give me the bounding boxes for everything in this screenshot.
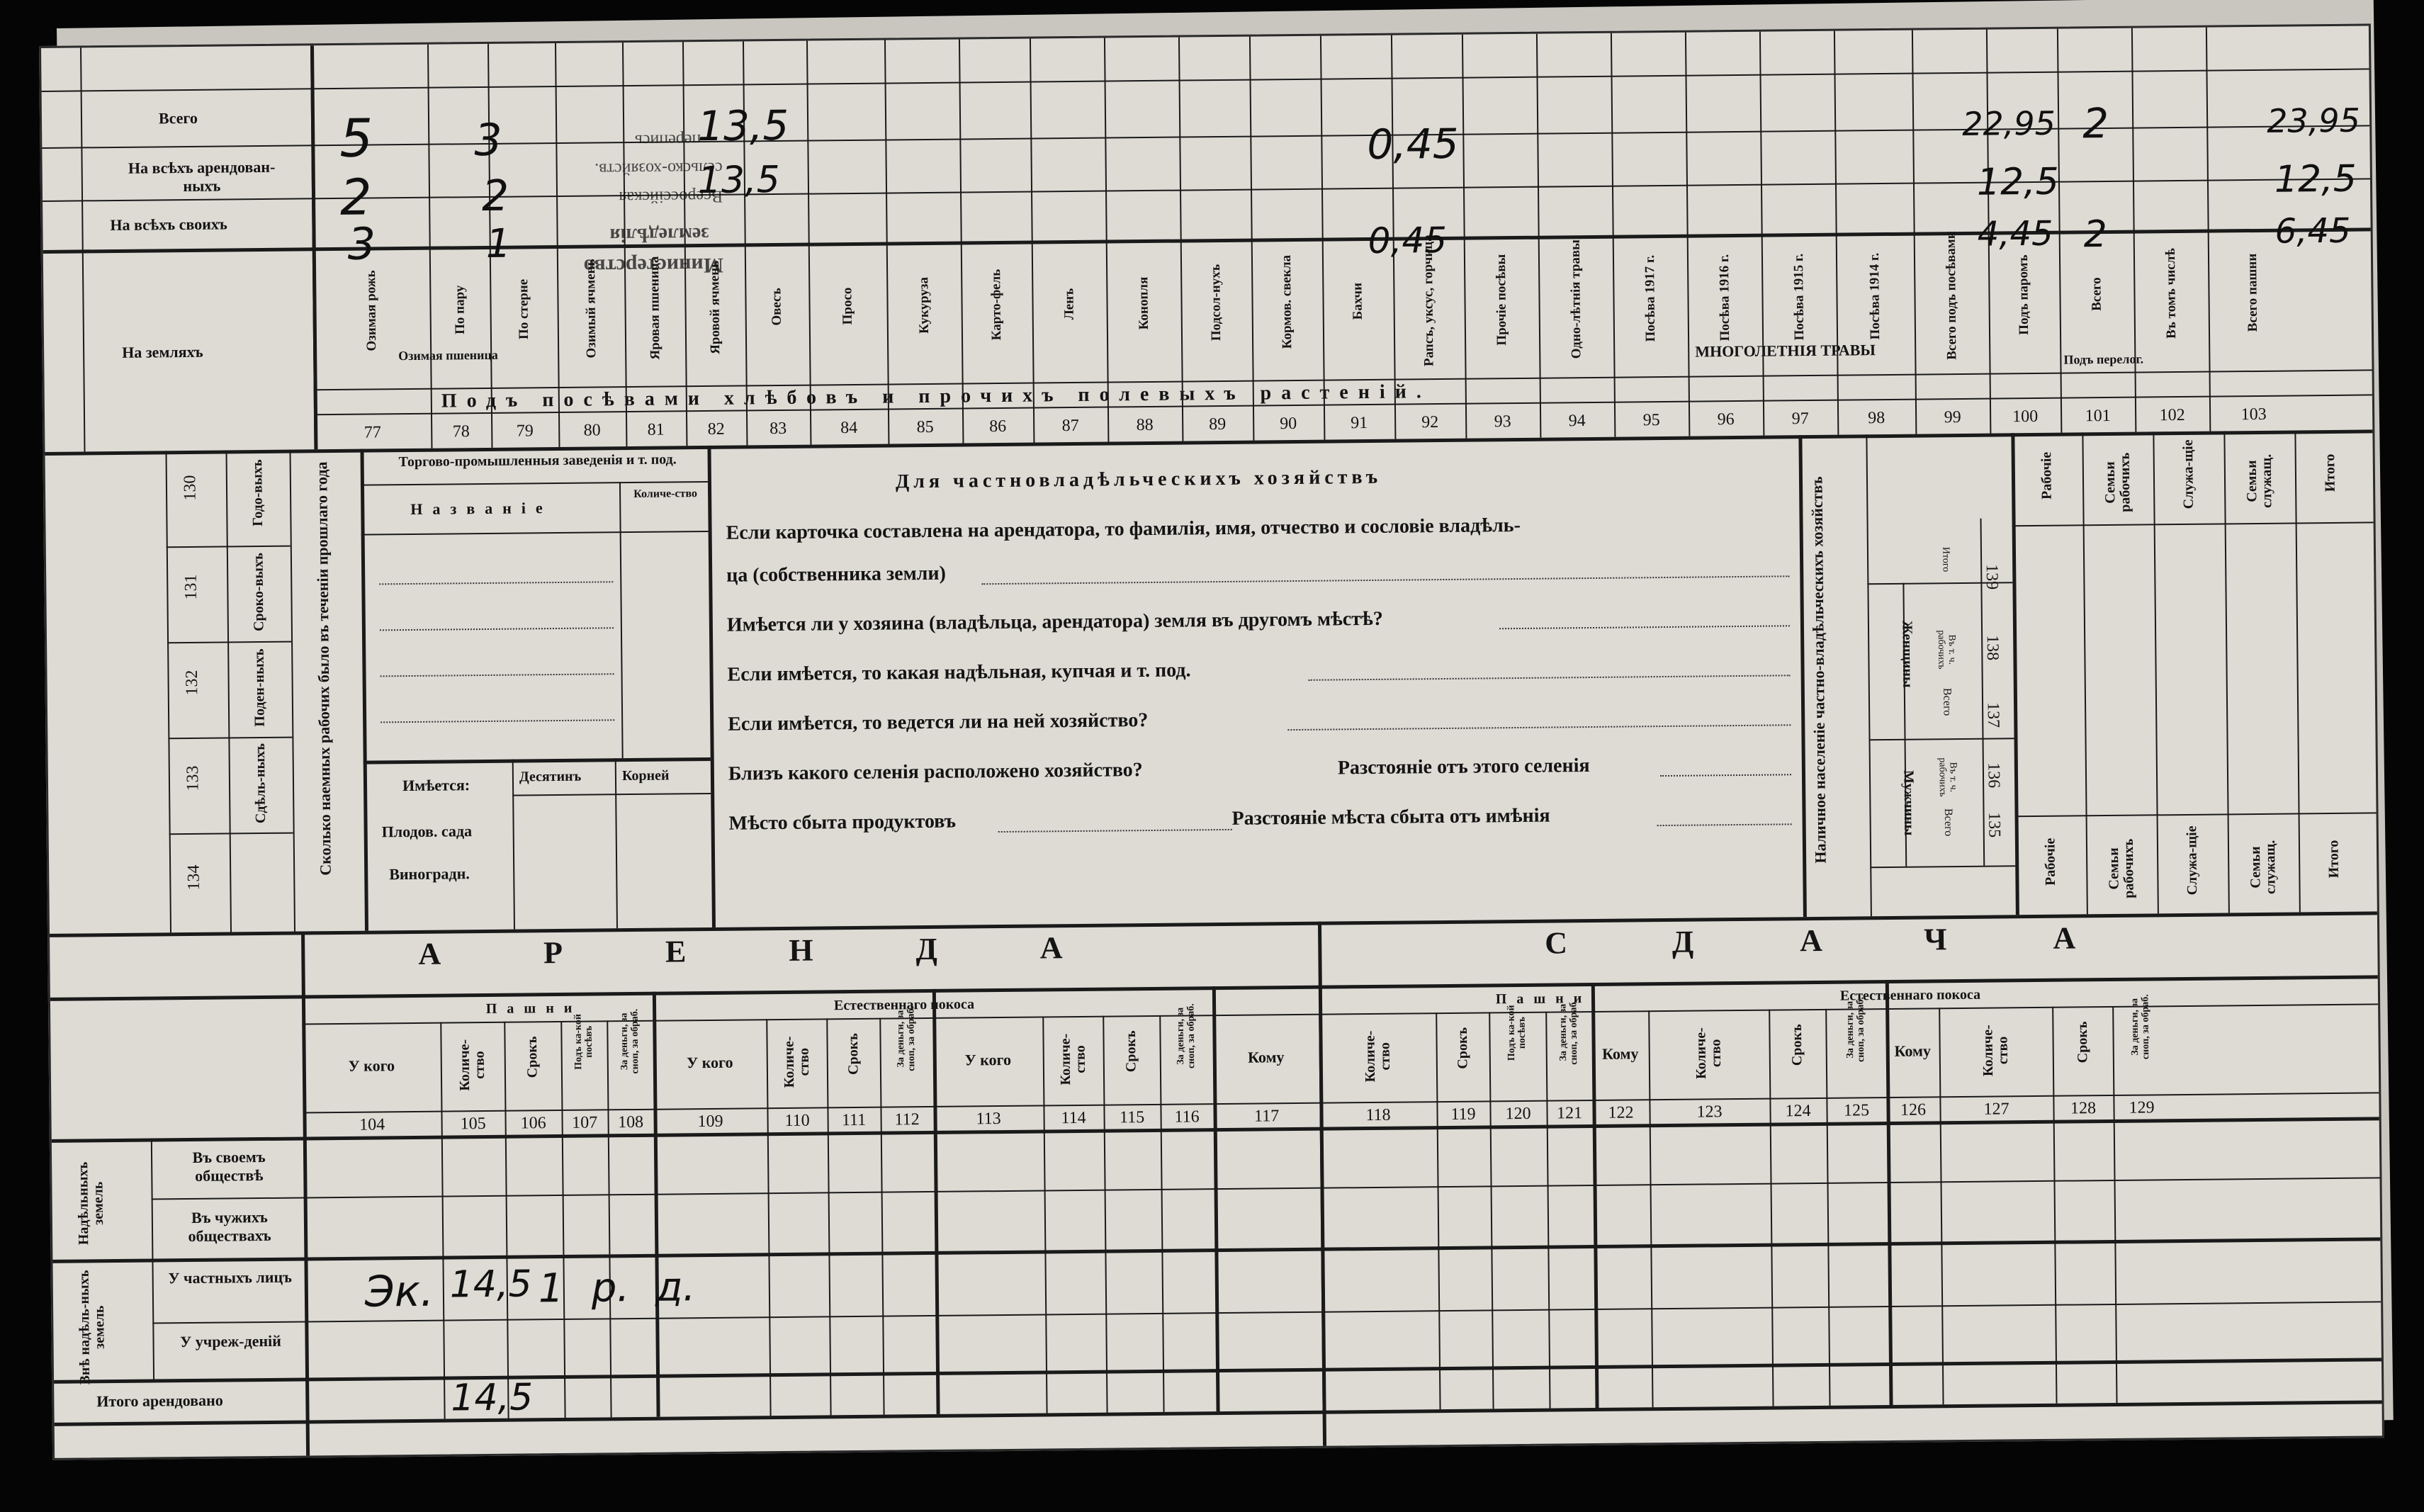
- hw-itogo-qty: 14,5: [451, 1376, 534, 1420]
- bottom-col-num: 124: [1785, 1102, 1811, 1121]
- hw-row3-who: Эк.: [364, 1266, 434, 1317]
- top-col-label: Яровая пшеница: [646, 256, 663, 360]
- bottom-col-num: 107: [571, 1113, 598, 1132]
- top-col-label: Конопля: [1135, 276, 1151, 330]
- hw-arend-3: 13,5: [697, 158, 780, 203]
- top-col-label: Подсол-нухъ: [1208, 264, 1224, 342]
- q6: Мѣсто сбыта продуктовъ: [728, 810, 957, 835]
- top-col-num: 96: [1717, 410, 1735, 429]
- top-col-label: Ленъ: [1061, 288, 1077, 320]
- bottom-group-pokos: Естественнаго покоса: [1839, 986, 1981, 1004]
- bottom-col-za_dengi: За деньги, за сноп, за обраб.: [1557, 1000, 1579, 1065]
- hw-vsego-7: 23,95: [2266, 101, 2361, 140]
- bottom-col-za_dengi: За деньги, за сноп, за обраб.: [2129, 994, 2151, 1060]
- top-col-num: 79: [516, 422, 534, 441]
- bottom-col-num: 126: [1900, 1100, 1927, 1119]
- top-col-num: 85: [916, 417, 934, 437]
- hw-svoih-2: 1: [485, 220, 512, 267]
- bottom-col-num: 125: [1843, 1101, 1870, 1120]
- top-col-num: 83: [770, 419, 787, 439]
- row-svoem: Въ своемъ обществѣ: [192, 1148, 266, 1185]
- top-col-label: Яровой ячмень: [706, 260, 723, 354]
- garden-vine: Виноградн.: [389, 864, 470, 884]
- hw-arend-2: 2: [481, 171, 509, 222]
- top-col-label: Озимый ячмень: [582, 259, 599, 359]
- top-col-num: 102: [2159, 405, 2185, 425]
- top-col-label: По пару: [451, 285, 468, 335]
- hw-vsego-1: 5: [339, 108, 373, 169]
- q1: Если карточка составлена на арендатора, то фамилія, имя, отчество и сословіе владѣль-: [726, 514, 1521, 544]
- top-banner: Подъ посѣвами хлѣбовъ и прочихъ полевыхъ растеній.: [441, 380, 1431, 412]
- top-col-num: 92: [1421, 413, 1439, 432]
- bottom-col-num: 119: [1450, 1105, 1476, 1124]
- bottom-col-num: 121: [1556, 1104, 1583, 1123]
- bottom-col-pod_kakoy: Подъ ка-кой посѣвъ: [1506, 1005, 1528, 1061]
- trade-name-header: Названіе: [410, 499, 553, 518]
- hw-row3-qty: 14,5: [449, 1263, 532, 1307]
- bottom-col-num: 117: [1253, 1107, 1280, 1126]
- hw-svoih-3: 0,45: [1368, 219, 1448, 262]
- hw-arend-1: 2: [339, 168, 373, 227]
- bottom-col-num: 112: [894, 1110, 920, 1129]
- bottom-col-komu: Кому: [1894, 1042, 1932, 1060]
- bottom-col-kolichestvo: Количе-ство: [1361, 1030, 1393, 1083]
- top-col-num: 86: [989, 417, 1007, 436]
- bottom-col-za_dengi: За деньги, за сноп, за обраб.: [1174, 1003, 1197, 1069]
- hw-arend-5: 12,5: [2274, 157, 2357, 201]
- hw-svoih-4: 4,45: [1977, 213, 2053, 254]
- garden-desyatin: Десятинъ: [519, 768, 582, 785]
- garden-have: Имѣется:: [402, 776, 470, 795]
- bottom-col-srok: Срокъ: [524, 1036, 541, 1078]
- q3: Если имѣется, то какая надѣльная, купчая и т. под.: [727, 659, 1191, 686]
- row-label-arend: На всѣхъ арендован- ныхъ: [128, 157, 276, 196]
- bottom-col-num: 115: [1119, 1108, 1145, 1127]
- bottom-col-num: 111: [841, 1110, 867, 1130]
- q5: Близъ какого селенія расположено хозяйство?: [728, 759, 1143, 785]
- bottom-col-komu: Кому: [1247, 1048, 1285, 1066]
- bottom-col-u_kogo: У кого: [686, 1053, 733, 1072]
- top-col-label: Посѣва 1915 г.: [1791, 253, 1807, 341]
- population-title: Наличное населеніе частно-владѣльческихъ хозяйствъ: [1808, 476, 1830, 864]
- garden-fruit: Плодов. сада: [381, 822, 473, 841]
- top-col-label: Всего пашни: [2244, 253, 2260, 332]
- hw-vsego-4: 0,45: [1367, 119, 1459, 169]
- top-col-num: 81: [647, 420, 665, 439]
- bottom-col-srok: Срокъ: [1454, 1027, 1470, 1069]
- bottom-col-za_dengi: За деньги, за сноп, за обраб.: [1844, 997, 1866, 1063]
- top-col-num: 90: [1280, 414, 1297, 434]
- top-col-num: 91: [1351, 414, 1368, 433]
- q1b: ца (собственника земли): [726, 562, 946, 587]
- top-col-label: Кукуруза: [915, 276, 932, 334]
- bottom-col-num: 118: [1365, 1105, 1391, 1125]
- top-col-num: 103: [2240, 405, 2267, 424]
- top-col-label: Посѣва 1917 г.: [1642, 254, 1658, 342]
- q6b: Разстояніе мѣста сбыта отъ имѣнія: [1231, 804, 1550, 830]
- bottom-col-num: 106: [520, 1114, 546, 1133]
- top-col-num: 95: [1642, 411, 1660, 430]
- bottom-col-num: 120: [1505, 1104, 1531, 1124]
- bottom-col-srok: Срокъ: [845, 1033, 861, 1076]
- bottom-col-num: 104: [359, 1115, 385, 1134]
- private-title: Для частновладѣльческихъ хозяйствъ: [895, 466, 1382, 493]
- top-col-label: По стерне: [515, 278, 531, 340]
- q2: Имѣется ли у хозяина (владѣльца, арендатора) земля въ другомъ мѣстѣ?: [726, 607, 1383, 636]
- bottom-col-num: 109: [697, 1112, 723, 1132]
- bottom-col-num: 122: [1608, 1103, 1634, 1122]
- garden-korney: Корней: [621, 767, 670, 784]
- vne-group: Внѣ надѣль-ныхъ земель: [76, 1270, 108, 1385]
- hw-svoih-6: 6,45: [2274, 210, 2351, 252]
- hw-vsego-3: 13,5: [697, 101, 789, 151]
- top-col-label: Подъ паромъ: [2015, 254, 2032, 335]
- hw-row3-pay: д.: [655, 1264, 696, 1311]
- bottom-col-num: 127: [1983, 1100, 2009, 1119]
- top-col-num: 100: [2012, 407, 2039, 427]
- top-col-label: Просо: [840, 287, 855, 325]
- nadel-group: Надѣльныхъ земель: [75, 1161, 106, 1246]
- top-col-label: Рапсъ, уксус, горчица: [1420, 235, 1437, 367]
- top-col-num: 88: [1136, 415, 1154, 435]
- bottom-col-num: 129: [2129, 1098, 2155, 1117]
- hw-vsego-5: 22,95: [1961, 103, 2056, 143]
- top-col-num: 77: [363, 423, 381, 442]
- bottom-col-kolichestvo: Количе-ство: [1056, 1033, 1088, 1085]
- bottom-col-kolichestvo: Количе-ство: [456, 1039, 488, 1091]
- top-col-num: 93: [1494, 412, 1511, 431]
- bottom-col-num: 105: [460, 1115, 486, 1134]
- top-col-label: Въ томъ числѣ: [2163, 248, 2179, 339]
- row-label-svoih: На всѣхъ своихъ: [110, 215, 227, 235]
- census-card: [39, 23, 2384, 1460]
- bottom-col-kolichestvo: Количе-ство: [1980, 1025, 2011, 1077]
- top-col-num: 99: [1944, 407, 1961, 427]
- top-col-num: 82: [707, 419, 725, 439]
- hw-vsego-2: 3: [473, 113, 503, 167]
- top-col-label: Озимая рожь: [363, 270, 379, 351]
- bottom-group-pashni: Пашни: [1495, 991, 1592, 1008]
- top-col-num: 98: [1868, 409, 1885, 428]
- bottom-col-kolichestvo: Количе-ство: [780, 1036, 812, 1088]
- bottom-col-num: 116: [1174, 1107, 1200, 1127]
- top-col-num: 94: [1568, 412, 1586, 431]
- hw-arend-4: 12,5: [1976, 160, 2060, 204]
- top-col-num: 80: [583, 421, 601, 440]
- trade-qty-header: Количе-ство: [633, 487, 698, 500]
- stamp: Министерство земледѣлія Всероссійская сельско-хозяйств. перепись: [583, 130, 724, 278]
- bottom-col-num: 114: [1061, 1108, 1086, 1128]
- bottom-col-komu: Кому: [1601, 1044, 1639, 1063]
- bottom-col-u_kogo: У кого: [348, 1056, 395, 1075]
- top-col-label: Овесъ: [769, 288, 784, 326]
- bottom-col-num: 110: [784, 1111, 810, 1130]
- row-chastnyh: У частныхъ лицъ: [168, 1268, 293, 1287]
- top-col-num: 101: [2085, 406, 2111, 426]
- bottom-col-srok: Срокъ: [2074, 1021, 2090, 1064]
- top-col-label: Одно-лѣтнія травы: [1567, 239, 1584, 359]
- top-col-label: Кормов. свекла: [1278, 254, 1295, 349]
- row-chuzhih: Въ чужихъ обществахъ: [188, 1207, 271, 1246]
- row-itogo: Итого арендовано: [96, 1391, 223, 1411]
- bottom-col-pod_kakoy: Подъ ка-кой посѣвъ: [572, 1014, 594, 1070]
- top-col-label: Прочіе посѣвы: [1493, 254, 1509, 346]
- top-col-num: 89: [1209, 414, 1227, 434]
- row-label-vsego: Всего: [158, 108, 198, 128]
- top-col-label: Бахчи: [1350, 282, 1365, 320]
- pop-men: Мужчины: [1900, 769, 1917, 836]
- hw-row3-term: 1: [538, 1265, 564, 1312]
- top-col-label: Посѣва 1914 г.: [1866, 252, 1883, 340]
- mnogoletnie-travy: МНОГОЛЕТНІЯ ТРАВЫ: [1695, 341, 1876, 361]
- top-col-label: Посѣва 1916 г.: [1716, 254, 1732, 342]
- q4: Если имѣется, то ведется ли на ней хозяйство?: [728, 709, 1149, 735]
- bottom-col-num: 123: [1696, 1102, 1723, 1122]
- bottom-col-num: 108: [617, 1112, 644, 1132]
- hw-svoih-1: 3: [347, 218, 376, 270]
- bottom-col-u_kogo: У кого: [964, 1050, 1012, 1069]
- hw-row3-crop: р.: [591, 1265, 630, 1311]
- top-col-label: Карто-фель: [988, 269, 1005, 341]
- hw-vsego-6: 2: [2082, 98, 2109, 148]
- hired-workers-title: Сколько наемных рабочих было въ теченіи прошлаго года: [312, 461, 334, 876]
- bottom-col-za_dengi: За деньги, за сноп, за обраб.: [618, 1008, 641, 1074]
- row-label-na-zemlyah: На земляхъ: [122, 342, 203, 361]
- pod-perelog: Подъ перелог.: [2063, 351, 2144, 367]
- hw-svoih-5: 2: [2083, 213, 2108, 256]
- bottom-col-srok: Срокъ: [1122, 1030, 1139, 1073]
- bottom-col-za_dengi: За деньги, за сноп, за обраб.: [894, 1005, 917, 1071]
- top-col-label: Всего: [2088, 277, 2104, 311]
- top-col-num: 97: [1791, 410, 1809, 429]
- sdacha-header: СДАЧА: [1545, 920, 2182, 961]
- bottom-col-num: 128: [2070, 1099, 2097, 1118]
- q5b: Разстояніе отъ этого селенія: [1337, 755, 1590, 779]
- bottom-col-srok: Срокъ: [1788, 1024, 1805, 1066]
- ozimaya-pshenitsa: Озимая пшеница: [398, 347, 498, 363]
- bottom-group-pokos: Естественнаго покоса: [833, 996, 975, 1014]
- bottom-col-num: 113: [976, 1110, 1001, 1129]
- row-uchrezhdeniy: У учреж-деній: [180, 1331, 282, 1351]
- top-col-num: 87: [1061, 416, 1079, 436]
- middle-section: 130 Годо-выхъ 131 Сроко-выхъ 132 Поден-ныхъ 133 Сдѣль-ныхъ 134 Сколько наемных рабочих было въ теченіи прошлаго года Торгово-промышленныя заведенія и т. под. Названіе Количе-ство Имѣется: Плодов. сада Виноградн. Десятинъ Корней Для частновладѣльческихъ хозяйствъ Если карточка составлена на арендатора, то фамилія, имя, отчество и сословіе владѣль- ца (собственника земли) Имѣется ли у хозяина (владѣльца, арендатора) земля въ другомъ мѣстѣ? Если имѣется, то какая надѣльная, купчая и т. под. Если имѣется, то ведется ли на ней хозяйство? Близъ какого селенія расположено хозяйство? Разстояніе отъ этого селенія Мѣсто сбыта продуктовъ Разстояніе мѣста сбыта отъ имѣнія Наличное населеніе частно-владѣльческихъ хозяйствъ Женщины Мужчины 135 136 137 138 139 Всего Всего Въ т. ч. рабочихъ Въ т. ч. рабочихъ Итого Рабочіе Семьи рабочихъ Служа-щіе Семьи служащ. Итого Рабочіе Семьи рабочихъ Служа-щіе Семьи служащ. Итого: [41, 26, 2369, 48]
- bottom-group-pashni: Пашни: [485, 1000, 582, 1017]
- arenda-header: АРЕНДА: [418, 929, 1166, 971]
- top-col-label: Всего подъ посѣвами: [1943, 231, 1959, 360]
- bottom-col-kolichestvo: Количе-ство: [1693, 1027, 1724, 1080]
- top-col-num: 84: [840, 418, 858, 438]
- pop-women: Женщины: [1899, 620, 1916, 688]
- trade-title: Торгово-промышленныя заведенія и т. под.: [398, 451, 677, 470]
- top-col-num: 78: [452, 422, 470, 441]
